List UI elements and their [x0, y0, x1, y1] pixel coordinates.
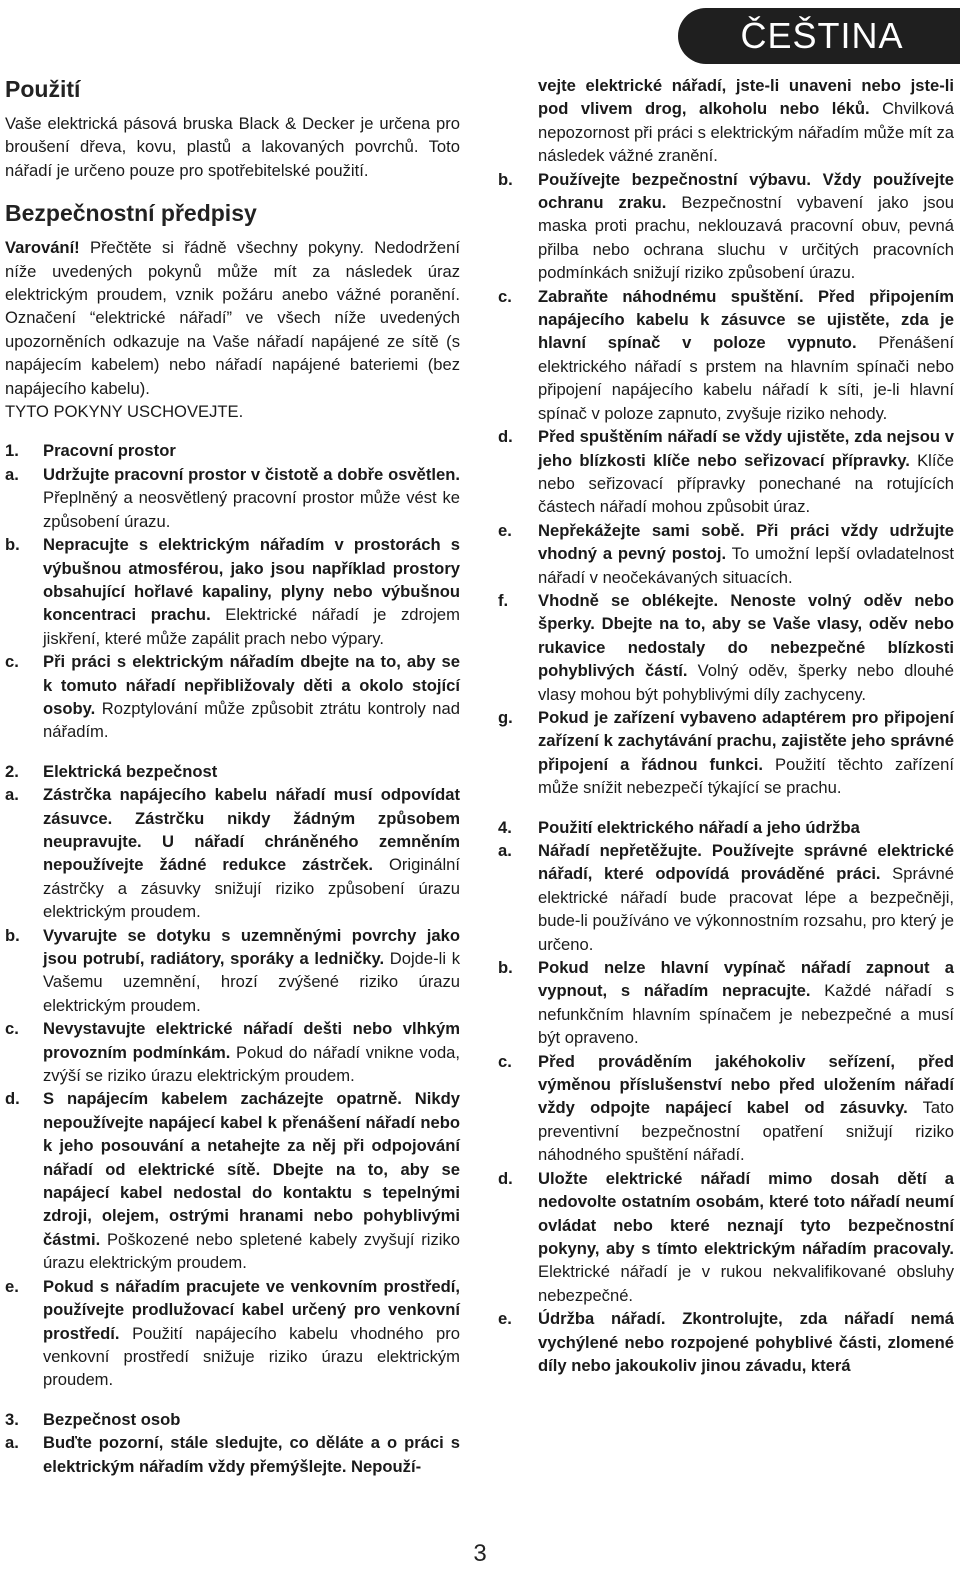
item-label: f. [498, 590, 509, 610]
item-text: Použití napájecího kabelu vhodného pro venkovní prostředí snižuje riziko úrazu elektrickým proudem. [43, 1323, 460, 1390]
item-bold: Nářadí nepřetěžujte. Používejte správné elektrické nářadí, které odpovídá prováděné práci. [538, 841, 954, 884]
item-bold: Před spuštěním nářadí se vždy ujistěte, zda nejsou v jeho blízkosti klíče nebo seřizovací přípravky. [538, 427, 954, 470]
item-text: Originální zástrčky a zásuvky snižují riziko způsobení úrazu elektrickým proudem. [43, 855, 460, 922]
list-item [5, 650, 460, 744]
section-title: Bezpečnost osob [43, 1409, 181, 1429]
item-text: Bezpečnostní vybavení jako jsou maska proti prachu, neklouzavá pracovní obuv, pevná přilba nebo ochrana sluchu v určitých pracovních podmínkách snižují riziko způsobení úrazu. [538, 193, 955, 283]
item-label: a. [5, 785, 19, 805]
item-label: e. [498, 520, 512, 540]
item-label: c. [5, 1019, 19, 1039]
item-label: b. [5, 535, 20, 555]
item-text: Použití těchto zařízení může snížit nebezpečí týkající se prachu. [538, 754, 954, 798]
item-bold: Používejte bezpečnostní výbavu. Vždy používejte ochranu zraku. [538, 169, 954, 213]
item-text: Každé nářadí s nefunkčním hlavním spínačem je nebezpečné a musí být opraveno. [538, 981, 955, 1048]
item-label: c. [5, 652, 19, 672]
item-label: a. [5, 464, 19, 484]
section-4-title [498, 816, 954, 839]
heading-use: Použití [5, 76, 81, 102]
item-bold: Údržba nářadí. Zkontrolujte, zda nářadí nemá vychýlené nebo rozpojené pohyblivé části, zlomené díly nebo jakoukoliv jinou závadu, která [538, 1309, 954, 1375]
warning-paragraph [5, 236, 460, 400]
list-item [498, 839, 954, 956]
item-bold: vejte elektrické nářadí, jste-li unaveni nebo jste-li pod vlivem drog, alkoholu nebo léků. [538, 76, 954, 119]
list-item [498, 706, 954, 800]
item-bold: Nepřekážejte sami sobě. Při práci vždy udržujte vhodný a pevný postoj. [538, 520, 954, 564]
list-item [498, 1050, 954, 1167]
right-column [498, 74, 954, 1377]
item-label: a. [498, 841, 512, 860]
item-label: d. [498, 427, 513, 447]
list-item [498, 1307, 954, 1377]
item-bold: Při práci s elektrickým nářadím dbejte na to, aby se k tomuto nářadí nepřibližovaly děti a okolo stojící osoby. [43, 652, 460, 718]
warning-label: Varování! [5, 238, 80, 258]
item-label: e. [5, 1276, 19, 1296]
item-text: Klíče nebo seřizovací přípravky ponechané na rotujících částech nářadí mohou způsobit úraz. [538, 450, 954, 517]
item-label: a. [5, 1433, 19, 1453]
item-bold: Vyvarujte se dotyku s uzemněnými povrchy jako jsou potrubí, radiátory, sporáky a ledničky. [43, 925, 460, 968]
item-label: d. [498, 1168, 513, 1188]
item-label: b. [498, 169, 513, 189]
item-label: c. [498, 1051, 512, 1071]
item-bold: Buďte pozorní, stále sledujte, co děláte a o práci s elektrickým nářadím vždy přemýšlejte. Nepouží- [43, 1433, 460, 1476]
section-title: Elektrická bezpečnost [43, 761, 218, 781]
keep-instructions: TYTO POKYNY USCHOVEJTE. [5, 402, 244, 422]
list-item [5, 463, 460, 533]
item-bold: Nepracujte s elektrickým nářadím v prostorách s výbušnou atmosférou, jako jsou například prostory obsahující hořlavé kapaliny, plyny nebo výbušnou koncentraci prachu. [43, 535, 460, 625]
item-bold: Nevystavujte elektrické nářadí dešti nebo vlhkým provozním podmínkám. [43, 1019, 460, 1062]
list-item [5, 783, 460, 923]
item-label: e. [498, 1309, 512, 1329]
item-text: Elektrické nářadí je v rukou nekvalifikované obsluhy nebezpečné. [538, 1262, 954, 1305]
section-number: 2. [5, 761, 19, 781]
item-text: Rozptylování může způsobit ztrátu kontroly nad nářadím. [43, 698, 460, 742]
language-tab: ČEŠTINA [678, 8, 960, 64]
item-bold: Pokud je zařízení vybaveno adaptérem pro připojení zařízení k zachytávání prachu, zajistěte jeho správné připojení a řádnou funkci. [538, 707, 954, 774]
list-item [5, 924, 460, 1018]
use-text: Vaše elektrická pásová bruska Black & Decker je určena pro broušení dřeva, kovu, plastů a lakovaných povrchů. Toto nářadí je určeno pouze pro spotřebitelské použití. [5, 114, 460, 180]
list-item [498, 1167, 954, 1307]
section-2-title [5, 760, 460, 783]
item-text: Pokud do nářadí vnikne voda, zvýší se riziko úrazu elektrickým proudem. [43, 1042, 461, 1086]
item-bold: Udržujte pracovní prostor v čistotě a dobře osvětlen. [43, 464, 460, 484]
item-text: Dojde-li k Vašemu uzemnění, hrozí zvýšené riziko úrazu elektrickým proudem. [43, 949, 460, 1015]
list-item [5, 1275, 460, 1392]
list-item [498, 285, 954, 425]
item-text: Chvilková nepozornost při práci s elektrickým nářadím může mít za následek vážné zranění. [538, 99, 954, 166]
section-title: Pracovní prostor [43, 441, 176, 461]
item-text: Poškozené nebo spletené kabely zvyšují riziko úrazu elektrickým proudem. [43, 1229, 460, 1273]
item-text: Elektrické nářadí je zdrojem jiskření, které může zapálit prach nebo výpary. [43, 605, 460, 648]
section-number: 3. [5, 1409, 19, 1429]
item-label: c. [498, 286, 512, 306]
item-text: Volný oděv, šperky nebo dlouhé vlasy mohou být pohyblivými díly zachyceny. [538, 661, 955, 704]
item-bold: Pokud nelze hlavní vypínač nářadí zapnout a vypnout, s nářadím nepracujte. [538, 958, 954, 1001]
item-label: b. [5, 925, 20, 945]
section-number: 1. [5, 441, 19, 461]
item-bold: Pokud s nářadím pracujete ve venkovním prostředí, používejte prodlužovací kabel určený pro venkovní prostředí. [43, 1276, 460, 1343]
list-item [498, 425, 954, 519]
item-bold: S napájecím kabelem zacházejte opatrně. Nikdy nepoužívejte napájecí kabel k přenášení nářadí nebo k jeho posouvání a netahejte za něj při odpojování nářadí od elektrické sítě. Dbejte na to, aby se napájecí kabel nedostal do kontaktu s tepelnými zdroji, olejem, ostrými hranami nebo pohyblivými částmi. [43, 1089, 460, 1249]
item-bold: Před prováděním jakéhokoliv seřízení, před výměnou příslušenství nebo před uložením nářadí vždy odpojte napájecí kabel od zásuvky. [538, 1051, 954, 1118]
list-item [5, 533, 460, 650]
item-text: Přeplněný a neosvětlený pracovní prostor může vést ke způsobení úrazu. [43, 488, 460, 531]
item-label: g. [498, 707, 513, 727]
page-number: 3 [473, 1540, 487, 1567]
left-column [5, 74, 460, 1478]
item-text: Tato preventivní bezpečnostní opatření snižují riziko náhodného spuštění nářadí. [538, 1098, 954, 1165]
section-title: Použití elektrického nářadí a jeho údržba [538, 817, 860, 837]
section-number: 4. [498, 817, 512, 837]
item-bold: Uložte elektrické nářadí mimo dosah dětí a nedovolte ostatním osobám, které toto nářadí neumí ovládat nebo které neznají tyto bezpečnostní pokyny, aby s tímto elektrickým nářadím pracovaly. [538, 1168, 954, 1258]
list-item [498, 589, 954, 706]
list-item [5, 1087, 460, 1274]
item-text: Přenášení elektrického nářadí s prstem na hlavním spínači nebo připojení napájecího kabelu nářadí k síti, je-li hlavní spínač v poloze zapnuto, zvyšuje riziko nehody. [538, 333, 954, 423]
item-bold: Zabraňte náhodnému spuštění. Před připojením napájecího kabelu k zásuvce se ujistěte, zda je hlavní spínač v poloze vypnuto. [538, 286, 954, 353]
warning-text: Přečtěte si řádně všechny pokyny. Nedodržení níže uvedených pokynů může mít za následek úraz elektrickým proudem, vznik požáru anebo vážné poranění. Označení “elektrické nářadí” ve všech níže uvedených upozorněních odkazuje na Vaše nářadí napájené ze sítě (s napájecím kabelem) nebo nářadí napájené bateriemi (bez napájecího kabelu). [5, 238, 460, 398]
section-3-title [5, 1408, 460, 1431]
item-text: Správné elektrické nářadí bude pracovat lépe a bezpečněji, bude-li používáno ve výkonnostním rozsahu, pro který je určeno. [538, 864, 954, 954]
list-item [5, 1017, 460, 1087]
item-bold: Zástrčka napájecího kabelu nářadí musí odpovídat zásuvce. Zástrčku nikdy žádným způsobem neupravujte. U nářadí chráněného zemněním nepoužívejte žádné redukce zástrček. [43, 785, 460, 875]
item-label: d. [5, 1089, 20, 1109]
list-item [498, 519, 954, 589]
list-item [498, 168, 954, 285]
list-item [5, 1431, 460, 1478]
list-item-continuation [498, 74, 954, 168]
heading-safety: Bezpečnostní předpisy [5, 200, 257, 227]
list-item [498, 956, 954, 1050]
item-label: b. [498, 958, 513, 978]
item-text: To umožní lepší ovladatelnost nářadí v neočekávaných situacích. [538, 544, 955, 587]
item-bold: Vhodně se oblékejte. Nenoste volný oděv nebo šperky. Dbejte na to, aby se Vaše vlasy, oděv nebo rukavice nedostaly do nebezpečné blízkosti pohyblivých částí. [538, 590, 954, 681]
section-1-title [5, 439, 460, 462]
